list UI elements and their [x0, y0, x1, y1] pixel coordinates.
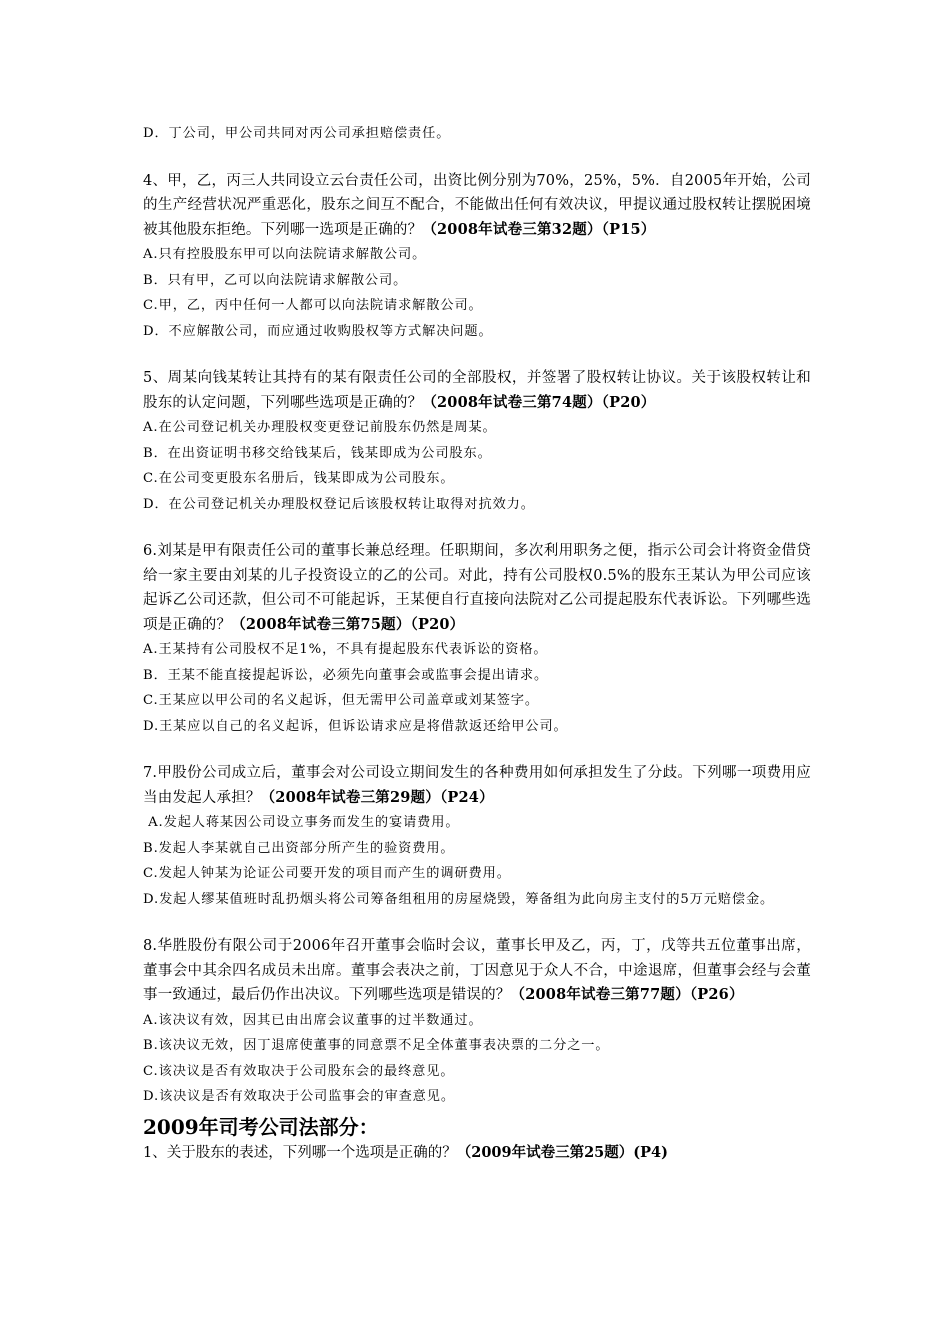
question-4 — [143, 169, 811, 345]
option-line: D．丁公司，甲公司共同对丙公司承担赔偿责任。 — [143, 126, 451, 141]
question-reference: （2009年试卷三第25题）(P4) — [456, 1143, 668, 1161]
question-stem — [143, 761, 811, 810]
question-stem — [143, 539, 811, 637]
option-line: A.发起人蒋某因公司设立事务而发生的宴请费用。 — [143, 815, 460, 830]
question-8 — [143, 934, 811, 1110]
question-reference: （2008年试卷三第74题）（P20） — [422, 393, 656, 411]
option-line: A.王某持有公司股权不足1%，不具有提起股东代表诉讼的资格。 — [143, 642, 548, 657]
question-stem — [143, 169, 811, 243]
question-stem — [143, 366, 811, 415]
option-line: C.发起人钟某为论证公司要开发的项目而产生的调研费用。 — [143, 866, 511, 881]
option-line: C.甲，乙，丙中任何一人都可以向法院请求解散公司。 — [143, 298, 483, 313]
question-text: 8.华胜股份有限公司于2006年召开董事会临时会议，董事长甲及乙，丙，丁，戊等共五位董事出席，董事会中其余四名成员未出席。董事会表决之前，丁因意见于众人不合，中途退席，但董事会经与会董事一致通过，最后仍作出决议。下列哪些选项是错误的？ — [143, 938, 811, 1003]
question-2009-1 — [143, 1140, 811, 1166]
document-content — [143, 121, 811, 1166]
option-line: D.王某应以自己的名义起诉，但诉讼请求应是将借款返还给甲公司。 — [143, 718, 568, 734]
question-text: 7.甲股份公司成立后，董事会对公司设立期间发生的各种费用如何承担发生了分歧。下列哪一项费用应当由发起人承担？ — [143, 765, 811, 806]
option-line: C.王某应以甲公司的名义起诉，但无需甲公司盖章或刘某签字。 — [143, 693, 539, 708]
question-text: 6.刘某是甲有限责任公司的董事长兼总经理。任职期间，多次利用职务之便，指示公司会计将资金借贷给一家主要由刘某的儿子投资设立的乙的公司。对此，持有公司股权0.5%的股东王某认为甲公司应该起诉乙公司还款，但公司不可能起诉，王某便自行直接向法院对乙公司提起股东代表诉讼。下列哪些选项是正确的？ — [143, 543, 811, 633]
option-line: A.该决议有效，因其已由出席会议董事的过半数通过。 — [143, 1012, 483, 1028]
option-line: A.在公司登记机关办理股权变更登记前股东仍然是周某。 — [143, 420, 497, 435]
question-text: 1、关于股东的表述，下列哪一个选项是正确的？ — [143, 1144, 457, 1161]
question-reference: （2008年试卷三第77题）（P26） — [510, 986, 744, 1003]
option-line: A.只有控股股东甲可以向法院请求解散公司。 — [143, 247, 427, 262]
option-line: B．王某不能直接提起诉讼，必须先向董事会或监事会提出请求。 — [143, 667, 549, 683]
option-line: B.该决议无效，因丁退席使董事的同意票不足全体董事表决票的二分之一。 — [143, 1038, 610, 1053]
section-heading: 2009年司考公司法部分： — [143, 1114, 379, 1139]
option-line: D．在公司登记机关办理股权登记后该股权转让取得对抗效力。 — [143, 496, 535, 512]
question-stem — [143, 934, 811, 1008]
option-line: D.该决议是否有效取决于公司监事会的审查意见。 — [143, 1089, 455, 1104]
option-line: D．不应解散公司，而应通过收购股权等方式解决问题。 — [143, 323, 493, 339]
question-text: 4、甲，乙，丙三人共同设立云台责任公司，出资比例分别为70%，25%，5%．自2005年开始，公司的生产经营状况严重恶化，股东之间互不配合，不能做出任何有效决议，甲提议通过股权转让摆脱困境被其他股东拒绝。下列哪一选项是正确的？ — [143, 172, 811, 238]
question-7 — [143, 761, 811, 912]
question-6 — [143, 539, 811, 739]
question-reference: （2008年试卷三第32题）（P15） — [422, 220, 656, 238]
question-5 — [143, 366, 811, 517]
option-line: B．只有甲，乙可以向法院请求解散公司。 — [143, 272, 408, 288]
question-reference: （2008年试卷三第75题）（P20） — [231, 615, 465, 633]
option-line: C.该决议是否有效取决于公司股东会的最终意见。 — [143, 1063, 455, 1079]
option-line: D.发起人缪某值班时乱扔烟头将公司筹备组租用的房屋烧毁，筹备组为此向房主支付的5万元赔偿金。 — [143, 891, 775, 907]
question-3-tail — [143, 121, 811, 147]
question-reference: （2008年试卷三第29题）（P24） — [260, 788, 494, 806]
option-line: B．在出资证明书移交给钱某后，钱某即成为公司股东。 — [143, 445, 492, 461]
question-text: 5、周某向钱某转让其持有的某有限责任公司的全部股权，并签署了股权转让协议。关于该股权转让和股东的认定问题，下列哪些选项是正确的？ — [143, 370, 811, 411]
option-line: B.发起人李某就自己出资部分所产生的验资费用。 — [143, 840, 455, 856]
option-line: C.在公司变更股东名册后，钱某即成为公司股东。 — [143, 471, 455, 486]
